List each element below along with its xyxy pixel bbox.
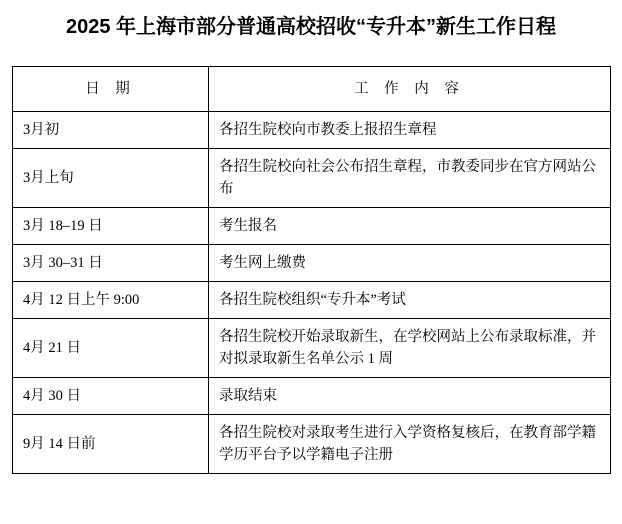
- table-row: [13, 378, 611, 415]
- cell-date: 3月 18–19 日: [13, 208, 209, 245]
- table-row: [13, 112, 611, 149]
- cell-date: 4月 12 日上午 9:00: [13, 282, 209, 319]
- column-header-date: 日 期: [13, 67, 209, 112]
- cell-content: 考生报名: [209, 208, 611, 245]
- table-body: [13, 112, 611, 474]
- table-row: [13, 208, 611, 245]
- cell-content: 各招生院校对录取考生进行入学资格复核后，在教育部学籍学历平台予以学籍电子注册: [209, 415, 611, 474]
- cell-content: 各招生院校开始录取新生，在学校网站上公布录取标准，并对拟录取新生名单公示 1 周: [209, 319, 611, 378]
- table-header-row: [13, 67, 611, 112]
- cell-content: 考生网上缴费: [209, 245, 611, 282]
- table-row: [13, 282, 611, 319]
- table-header: [13, 67, 611, 112]
- cell-content: 录取结束: [209, 378, 611, 415]
- cell-content: 各招生院校向市教委上报招生章程: [209, 112, 611, 149]
- schedule-table: [12, 66, 611, 474]
- page-title: 2025 年上海市部分普通高校招收“专升本”新生工作日程: [65, 16, 557, 38]
- table-row: [13, 415, 611, 474]
- cell-date: 3月初: [13, 112, 209, 149]
- schedule-table-container: [0, 40, 622, 474]
- cell-date: 3月 30–31 日: [13, 245, 209, 282]
- cell-date: 9月 14 日前: [13, 415, 209, 474]
- cell-date: 3月上旬: [13, 149, 209, 208]
- table-row: [13, 149, 611, 208]
- column-header-content: 工 作 内 容: [209, 67, 611, 112]
- cell-date: 4月 30 日: [13, 378, 209, 415]
- cell-date: 4月 21 日: [13, 319, 209, 378]
- cell-content: 各招生院校组织“专升本”考试: [209, 282, 611, 319]
- table-row: [13, 245, 611, 282]
- table-row: [13, 319, 611, 378]
- cell-content: 各招生院校向社会公布招生章程，市教委同步在官方网站公布: [209, 149, 611, 208]
